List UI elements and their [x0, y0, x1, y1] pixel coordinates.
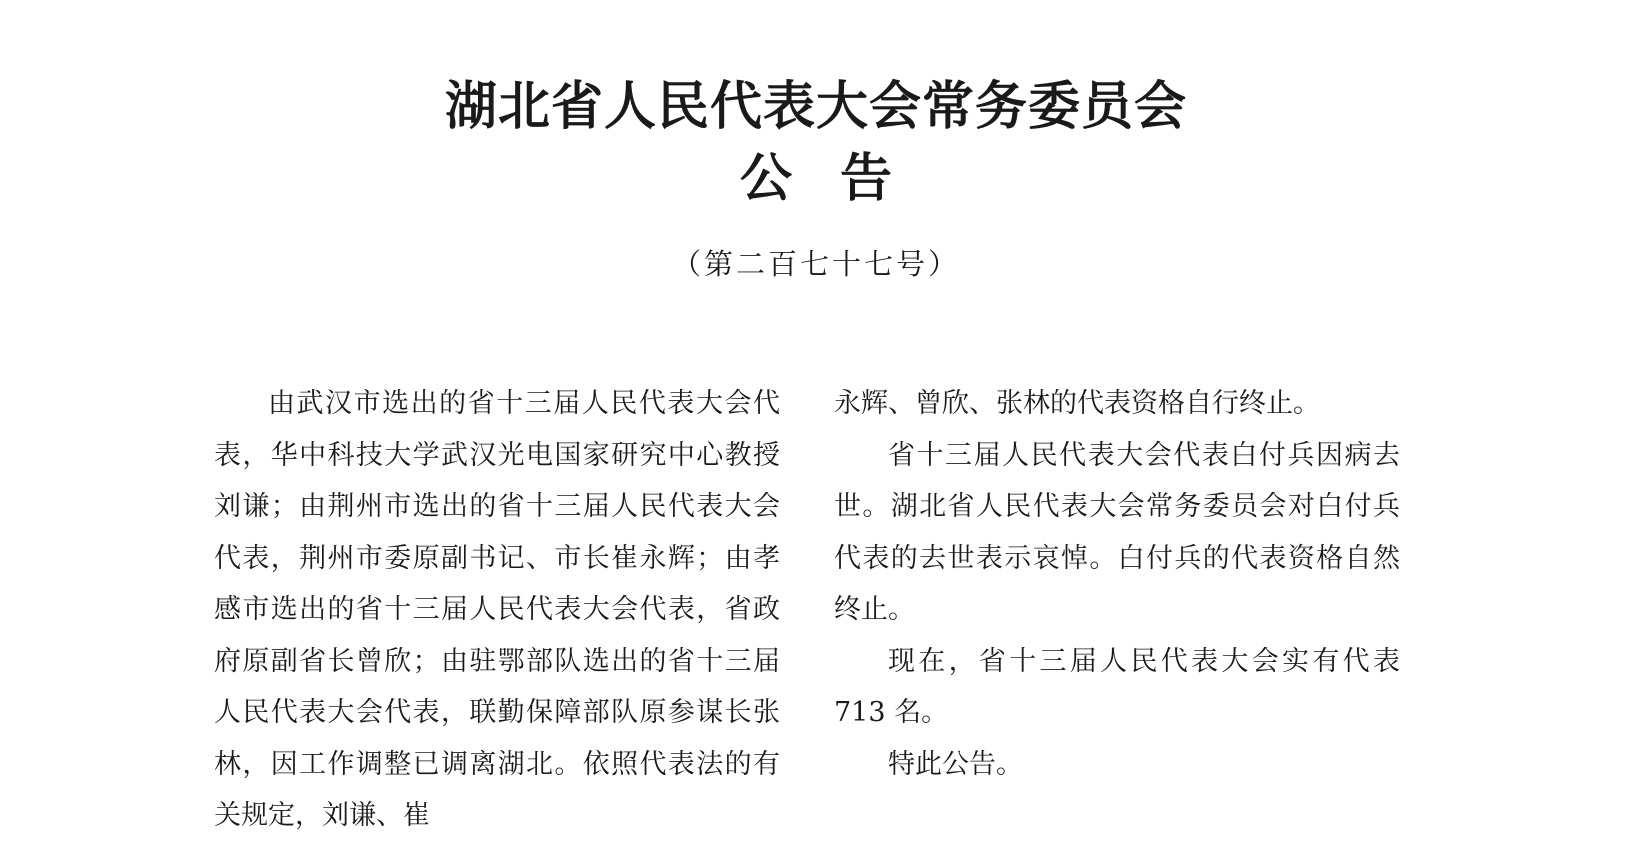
paragraph-deceased: 省十三届人民代表大会代表白付兵因病去世。湖北省人民代表大会常务委员会对白付兵代表的去世表示哀悼。白付兵的代表资格自然终止。 — [834, 439, 1400, 625]
paragraph-continuation: 永辉、曾欣、张林的代表资格自行终止。 — [834, 388, 1320, 419]
left-column — [214, 378, 780, 842]
paragraph-resignations: 由武汉市选出的省十三届人民代表大会代表，华中科技大学武汉光电国家研究中心教授刘谦；由荆州市选出的省十三届人民代表大会代表，荆州市委原副书记、市长崔永辉；由孝感市选出的省十三届人民代表大会代表，省政府原副省长曾欣；由驻鄂部队选出的省十三届人民代表大会代表，联勤保障部队原参谋长张林，因工作调整已调离湖北。依照代表法的有关规定，刘谦、崔 — [214, 388, 780, 831]
paragraph-closing: 特此公告。 — [888, 748, 1023, 780]
paragraph-total-deputies: 现在，省十三届人民代表大会实有代表 713 名。 — [834, 645, 1400, 728]
document-title: 湖北省人民代表大会常务委员会 — [444, 76, 1187, 137]
document-subtitle: 公告 — [739, 148, 940, 209]
right-column — [834, 378, 1400, 790]
announcement-number: （第二百七十七号） — [671, 247, 960, 281]
